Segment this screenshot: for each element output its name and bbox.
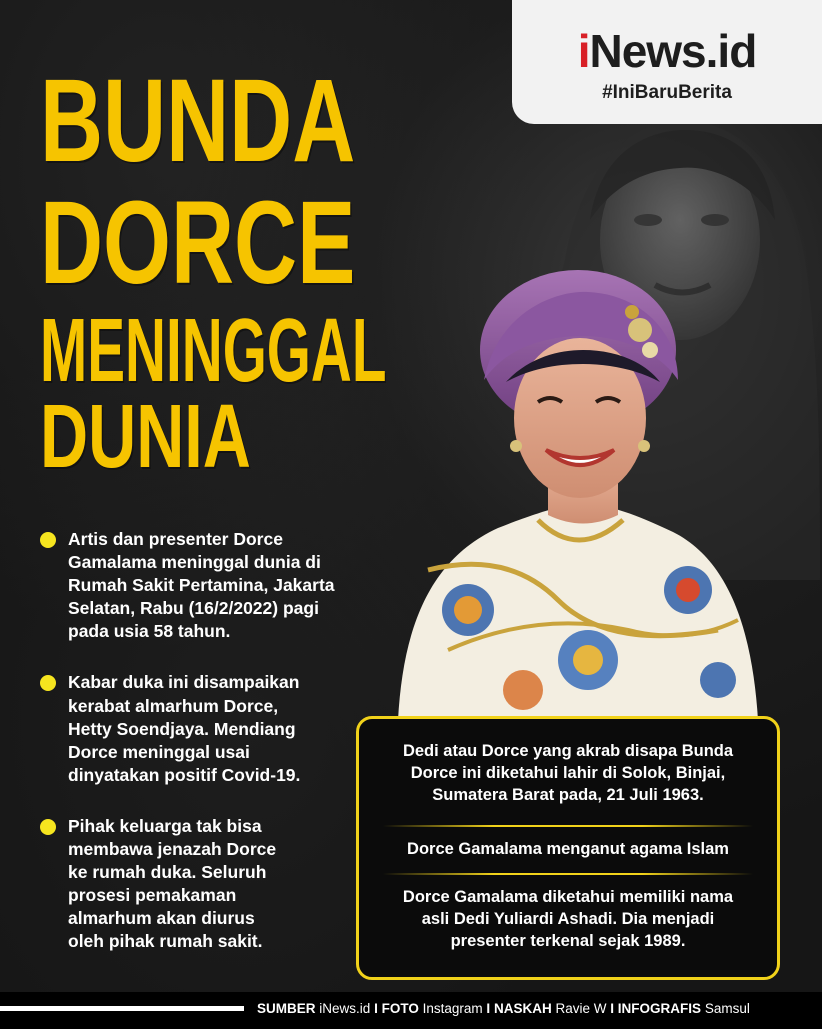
logo-news-id: News.id bbox=[589, 25, 757, 77]
bullet-line: ke rumah duka. Seluruh bbox=[68, 862, 267, 883]
credit-script-value: Ravie W bbox=[555, 1001, 607, 1016]
headline bbox=[40, 55, 440, 487]
bullet-line: kerabat almarhum Dorce, bbox=[68, 695, 279, 716]
fact-line: presenter terkenal sejak 1989. bbox=[450, 931, 686, 950]
bullet-line: membawa jenazah Dorce bbox=[68, 839, 277, 860]
credit-separator: I bbox=[486, 1001, 491, 1016]
fact-divider bbox=[383, 873, 753, 875]
bullet-text bbox=[68, 671, 360, 786]
credit-source-label: SUMBER bbox=[257, 1001, 316, 1016]
bullet-line: Kabar duka ini disampaikan bbox=[68, 672, 300, 693]
bullet-line: dinyatakan positif Covid-19. bbox=[68, 764, 301, 785]
fact-line: Dorce Gamalama menganut agama Islam bbox=[407, 840, 729, 858]
fact-birth bbox=[369, 741, 767, 807]
footer-rule bbox=[0, 1006, 244, 1011]
bullet-line: prosesi pemakaman bbox=[68, 885, 237, 906]
logo-tagline: #IniBaruBerita bbox=[602, 82, 732, 103]
bullet-text bbox=[68, 815, 360, 954]
bullet-dot-icon bbox=[40, 675, 56, 691]
logo-i: i bbox=[577, 25, 590, 77]
headline-line-3: MENINGGAL bbox=[40, 301, 387, 401]
logo-wordmark bbox=[512, 24, 822, 78]
credit-source-value: iNews.id bbox=[319, 1001, 371, 1016]
portrait-photo-illustration bbox=[388, 270, 768, 720]
credit-infographic-value: Samsul bbox=[704, 1001, 750, 1016]
inews-logo bbox=[512, 0, 822, 124]
bullet-text bbox=[68, 528, 360, 643]
credit-photo-label: FOTO bbox=[381, 1001, 419, 1016]
headline-line-4: DUNIA bbox=[40, 387, 251, 487]
bullet-dot-icon bbox=[40, 532, 56, 548]
credit-separator: I bbox=[610, 1001, 615, 1016]
bullet-line: Gamalama meninggal dunia di bbox=[68, 552, 321, 573]
fact-line: asli Dedi Yuliardi Ashadi. Dia menjadi bbox=[421, 909, 715, 928]
bullet-line: Selatan, Rabu (16/2/2022) pagi bbox=[68, 598, 319, 619]
credit-photo-value: Instagram bbox=[422, 1001, 483, 1016]
bullet-list bbox=[40, 528, 360, 982]
fact-divider bbox=[383, 825, 753, 827]
headline-line-2: DORCE bbox=[40, 177, 356, 309]
fact-line: Dorce ini diketahui lahir di Solok, Binjai, bbox=[410, 763, 726, 782]
fact-line: Dorce Gamalama diketahui memiliki nama bbox=[402, 888, 734, 906]
bullet-line: Dorce meninggal usai bbox=[68, 741, 250, 762]
credits-text bbox=[257, 1001, 750, 1016]
credit-script-label: NASKAH bbox=[493, 1001, 552, 1016]
headline-line-1: BUNDA bbox=[40, 55, 356, 187]
bullet-item bbox=[40, 528, 360, 643]
bullet-line: Artis dan presenter Dorce bbox=[68, 529, 283, 549]
bullet-line: almarhum akan diurus bbox=[68, 908, 255, 929]
bullet-item bbox=[40, 671, 360, 786]
bullet-dot-icon bbox=[40, 819, 56, 835]
bullet-line: Hetty Soendjaya. Mendiang bbox=[68, 718, 296, 739]
credit-infographic-label: INFOGRAFIS bbox=[617, 1001, 702, 1016]
bullet-line: Pihak keluarga tak bisa bbox=[68, 815, 262, 836]
bullet-line: oleh pihak rumah sakit. bbox=[68, 931, 263, 952]
fact-real-name bbox=[369, 887, 767, 953]
facts-box bbox=[356, 716, 780, 980]
fact-line: Sumatera Barat pada, 21 Juli 1963. bbox=[432, 785, 704, 804]
credits-footer bbox=[0, 992, 822, 1029]
fact-line: Dedi atau Dorce yang akrab disapa Bunda bbox=[402, 742, 734, 760]
bullet-item bbox=[40, 815, 360, 954]
fact-religion bbox=[369, 839, 767, 861]
bullet-line: pada usia 58 tahun. bbox=[68, 621, 231, 642]
bullet-line: Rumah Sakit Pertamina, Jakarta bbox=[68, 575, 335, 596]
credit-separator: I bbox=[374, 1001, 378, 1016]
